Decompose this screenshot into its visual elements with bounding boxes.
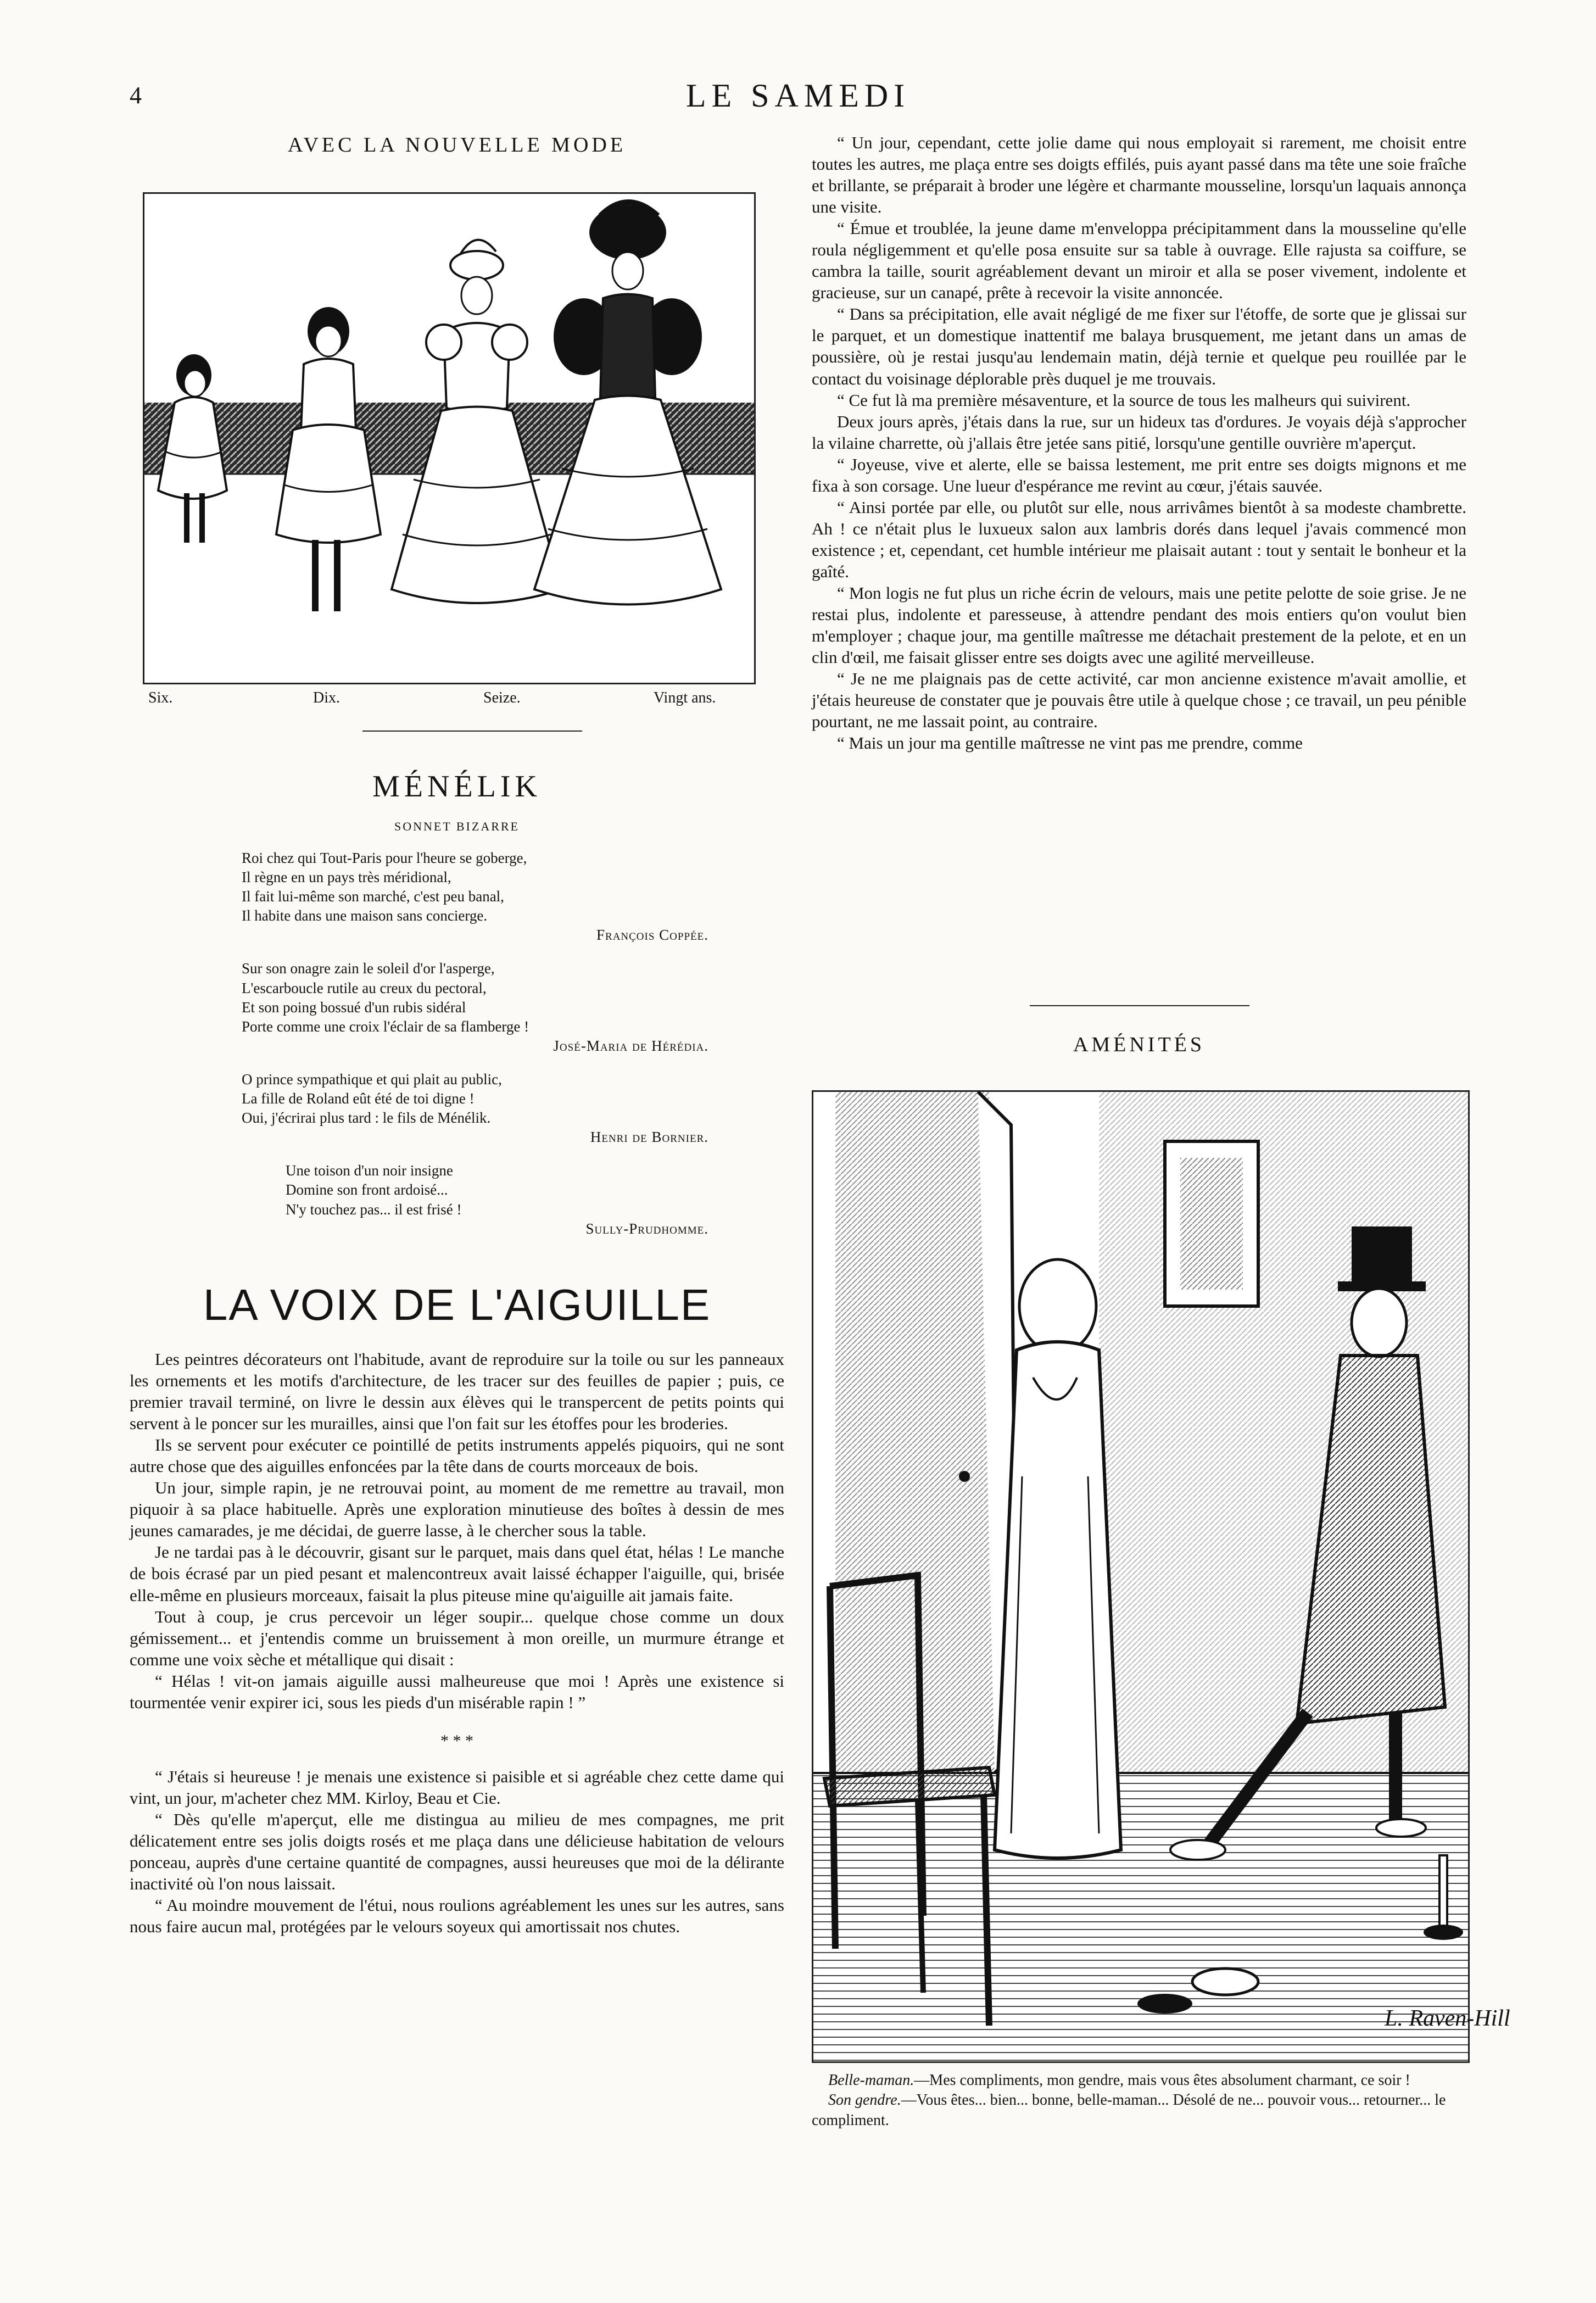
poem-author: Sully-Prudhomme. (585, 1220, 708, 1237)
article-paragraph: Un jour, simple rapin, je ne retrouvai point, au moment de me remettre au travail, mon piquoir à sa place habituelle. Après une exploration minutieuse des boîtes à dessin de mes jeunes camarades, je me décidai, de guerre lasse, à le chercher sous la table. (130, 1478, 784, 1541)
girl-six-figure (158, 354, 227, 543)
section-stars: * * * (440, 1731, 473, 1750)
poem-line: Porte comme une croix l'éclair de sa flamberge ! (242, 1018, 529, 1035)
poem-author: Henri de Bornier. (590, 1129, 708, 1146)
article-paragraph: “ Un jour, cependant, cette jolie dame qui nous employait si rarement, me choisit entre toutes les autres, me plaça entre ses doigts effilés, puis ayant passé dans ma tête une soie fraîche et brillante, se préparait à broder une légère et charmante mousseline, lorsqu'un laquais annonça une visite. (812, 133, 1466, 217)
poem-stanza (242, 1070, 708, 1147)
poem-line: Une toison d'un noir insigne (286, 1162, 453, 1179)
caption-speaker: Son gendre. (828, 2092, 901, 2109)
poem-line: Et son poing bossué d'un rubis sidéral (242, 999, 466, 1016)
masthead: LE SAMEDI (685, 77, 911, 114)
amenites-illustration (812, 1090, 1510, 2063)
age-label-six: Six. (148, 689, 173, 706)
poem-line: N'y touchez pas... il est frisé ! (286, 1201, 462, 1218)
article-paragraph: Ils se servent pour exécuter ce pointillé de petits instruments appelés piquoirs, qui ne sont autre chose que des aiguilles enfoncées par la tête dans de courts morceaux de bois. (130, 1435, 784, 1476)
article-paragraph: “ Dès qu'elle m'aperçut, elle me distingua au milieu de mes compagnes, me prit délicatement entre ses jolis doigts rosés et me plaça dans une délicieuse habitation de velours ponceau, auprès d'une certaine quantité de compagnes, aussi heureuses que moi de la délirante inactivité où l'on nous laissait. (130, 1809, 784, 1894)
caption-text: —Mes compliments, mon gendre, mais vous êtes absolument charmant, ce soir ! (914, 2072, 1410, 2089)
amenites-drawing (813, 1092, 1510, 2061)
article-paragraph: “ Je ne me plaignais pas de cette activité, car mon ancienne existence m'avait amollie, et j'étais heureuse de constater que je pouvais être utile à quelque chose ; ce travail, un peu pénible pourtant, ne me lassait point, au contraire. (812, 669, 1466, 732)
menelik-title: MÉNÉLIK (372, 769, 542, 804)
caption-line (812, 2090, 1466, 2131)
article-paragraph: “ Joyeuse, vive et alerte, elle se baissa lestement, me prit entre ses doigts mignons et me fixa à son corsage. Une lueur d'espérance me revint au cœur, j'étais sauvée. (812, 454, 1466, 495)
article-title: LA VOIX DE L'AIGUILLE (203, 1280, 711, 1329)
artist-signature: L. Raven-Hill (1385, 2006, 1510, 2031)
article-paragraph: Tout à coup, je crus percevoir un léger soupir... quelque chose comme un doux gémissement... et j'entendis comme un bruissement à mon oreille, un murmure étrange et comme une voix sèche et métallique qui disait : (130, 1607, 784, 1669)
article-paragraph: “ Mon logis ne fut plus un riche écrin de velours, mais une petite pelotte de soie grise. Je ne restai plus, indolente et paresseuse, à attendre pendant des mois entiers qu'on voulut bien m'employer ; chaque jour, ma gentille maîtresse me détachait prestement de la pelote, et en un clin d'œil, me faisait glisser entre ses doigts avec une agilité merveilleuse. (812, 583, 1466, 667)
poem-line: Il règne en un pays très méridional, (242, 869, 451, 886)
article-paragraph: “ J'étais si heureuse ! je menais une existence si paisible et si agréable chez cette dame qui vint, un jour, m'acheter chez MM. Kirloy, Beau et Cie. (130, 1766, 784, 1808)
article-paragraph: “ Ce fut là ma première mésaventure, et la source de tous les malheurs qui suivirent. (837, 390, 1411, 410)
poem-line: Il fait lui-même son marché, c'est peu banal, (242, 888, 504, 905)
poem-line: Oui, j'écrirai plus tard : le fils de Ménélik. (242, 1109, 491, 1127)
poem-line: La fille de Roland eût été de toi digne ! (242, 1090, 475, 1107)
poem-line: Roi chez qui Tout-Paris pour l'heure se goberge, (242, 850, 527, 866)
fashion-age-labels (143, 689, 752, 711)
article-paragraph: Les peintres décorateurs ont l'habitude, avant de reproduire sur la toile ou sur les panneaux les ornements et les motifs d'architecture, de les tracer sur des feuilles de papier ; puis, ce premier travail terminé, on livre le dessin aux élèves qui le transpercent de petits points qui servent à le poncer sur les murailles, ainsi que l'on fait sur les étoffes pour les broderies. (130, 1350, 784, 1434)
article-paragraph: “ Ainsi portée par elle, ou plutôt sur elle, nous arrivâmes bientôt à sa modeste chambrette. Ah ! ce n'était plus le luxueux salon aux lambris dorés dans lequel j'avais commencé mon existence ; et, cependant, cet humble intérieur me plaisait autant : tout y sentait le bonheur et la gaîté. (812, 497, 1466, 581)
poem-stanza (242, 959, 708, 1055)
amenites-title: AMÉNITÉS (1073, 1033, 1206, 1056)
fashion-title: AVEC LA NOUVELLE MODE (287, 133, 627, 157)
menelik-poem (242, 849, 708, 1253)
article-paragraph: “ Mais un jour ma gentille maîtresse ne vint pas me prendre, comme (837, 733, 1303, 753)
age-label-ten: Dix. (313, 689, 340, 706)
section-divider (362, 731, 582, 732)
poem-line: O prince sympathique et qui plait au public, (242, 1070, 502, 1088)
article-paragraph: “ Hélas ! vit-on jamais aiguille aussi malheureuse que moi ! Après une existence si tourmentée venir expirer ici, sous les pieds d'un misérable rapin ! ” (130, 1671, 784, 1712)
girl-ten-figure (276, 307, 381, 611)
poem-line: Il habite dans une maison sans concierge. (242, 907, 488, 924)
fashion-illustration (143, 192, 756, 684)
age-label-sixteen: Seize. (483, 689, 521, 706)
page-number: 4 (130, 82, 142, 109)
amenites-caption (812, 2071, 1466, 2131)
article-paragraph: “ Au moindre mouvement de l'étui, nous roulions agréablement les unes sur les autres, sans nous faire aucun mal, protégées par le velours soyeux qui amortissait nos chutes. (130, 1895, 784, 1937)
poem-stanza (242, 1161, 708, 1238)
poem-author: José-Maria de Hérédia. (553, 1037, 708, 1054)
poem-author: François Coppée. (596, 927, 708, 944)
article-paragraph: “ Émue et troublée, la jeune dame m'enveloppa précipitamment dans la mousseline qu'elle roula négligemment et qu'elle posa ensuite sur sa table à ouvrage. Elle rajusta sa coiffure, se cambra la taille, sourit agréablement devant un miroir et alla se poser vivement, indolente et gracieuse, sur un canapé, prête à recevoir la visite annoncée. (812, 219, 1466, 303)
poem-line: Domine son front ardoisé... (286, 1181, 448, 1198)
caption-line (812, 2071, 1466, 2090)
menelik-subtitle: SONNET BIZARRE (394, 819, 520, 833)
age-label-twenty: Vingt ans. (654, 689, 716, 706)
fashion-drawing (144, 194, 754, 683)
article-body-left (130, 1348, 784, 1937)
caption-speaker: Belle-maman. (828, 2072, 914, 2089)
article-paragraph: Deux jours après, j'étais dans la rue, sur un hideux tas d'ordures. Je voyais déjà s'approcher la vilaine charrette, où j'allais être jetée sans pitié, lorsqu'une gentille ouvrière m'aperçut. (812, 411, 1466, 453)
poem-stanza (242, 849, 708, 945)
article-paragraph: Je ne tardai pas à le découvrir, gisant sur le parquet, mais dans quel état, hélas ! Le manche de bois écrasé par un pied pesant et malencontreux avait laissé échapper l'aiguille, qui, brisée elle-même en plusieurs morceaux, faisait la plus piteuse mine qu'aiguille ait jamais faite. (130, 1542, 784, 1605)
poem-line: L'escarboucle rutile au creux du pectoral, (242, 979, 487, 996)
section-divider (1030, 1005, 1249, 1006)
poem-line: Sur son onagre zain le soleil d'or l'asperge, (242, 960, 495, 977)
caption-text: —Vous êtes... bien... bonne, belle-maman... Désolé de ne... pouvoir vous... retourner... le compliment. (812, 2092, 1446, 2129)
article-paragraph: “ Dans sa précipitation, elle avait négligé de me fixer sur l'étoffe, de sorte que je glissai sur le parquet, et un domestique inattentif me balaya brusquement, me jetant dans un amas de poussière, où je restai jusqu'au lendemain matin, déjà ternie et quelque peu rouillée par le contact du voisinage déplorable près duquel je me trouvais. (812, 304, 1466, 388)
article-body-right (812, 132, 1466, 754)
